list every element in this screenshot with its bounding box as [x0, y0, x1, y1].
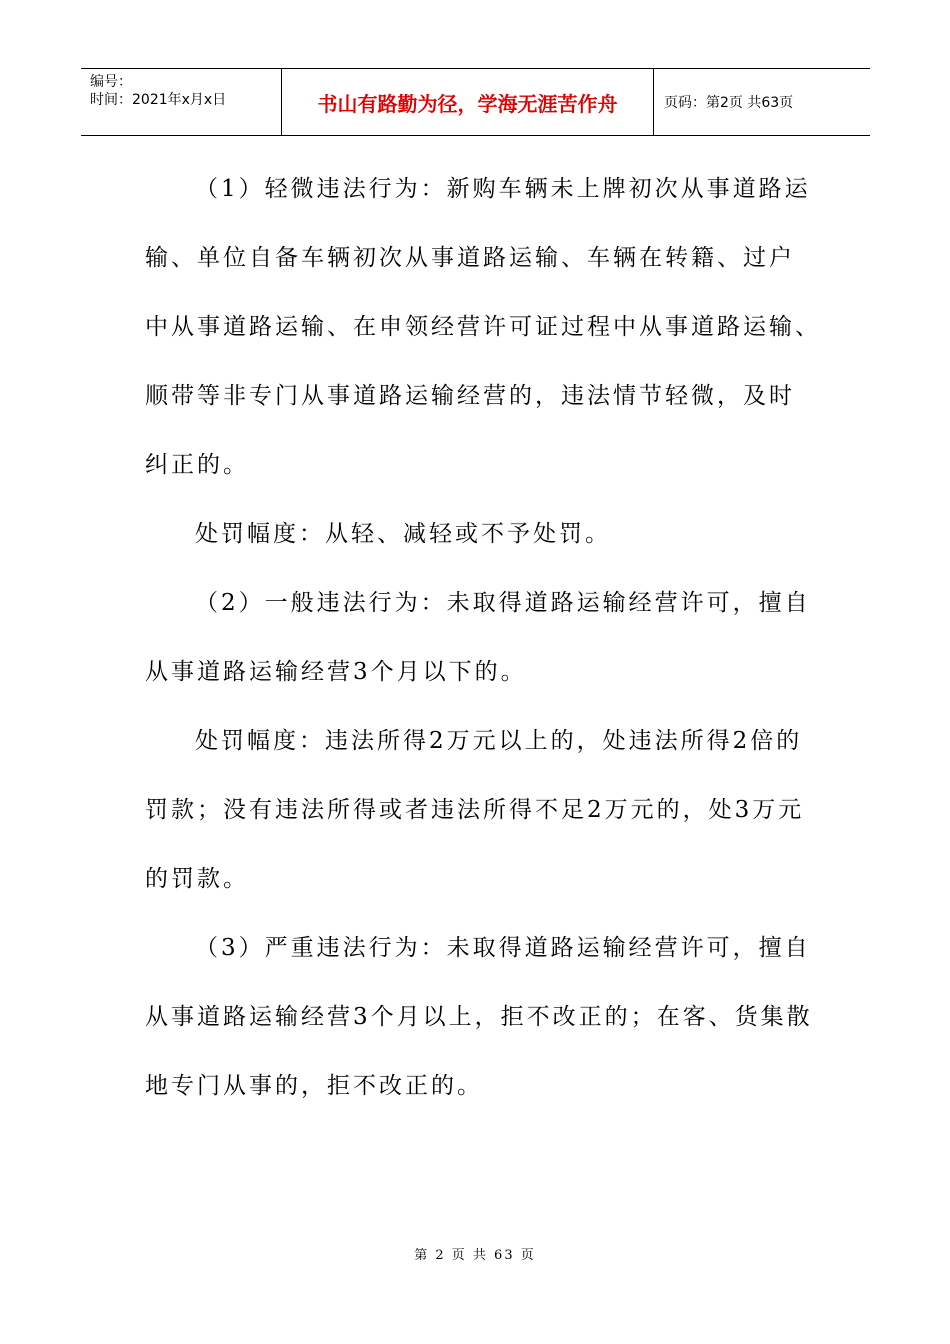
paragraph-minor-penalty [145, 500, 810, 569]
text-line: 中从事道路运输、在申领经营许可证过程中从事道路运输、 [145, 314, 821, 340]
page-code-text: 页码：第2页 共63页 [664, 95, 794, 111]
text-line: （2）一般违法行为：未取得道路运输经营许可，擅自 [195, 590, 811, 616]
text-line: 顺带等非专门从事道路运输经营的，违法情节轻微，及时 [145, 383, 795, 409]
text-line: 纠正的。 [145, 452, 249, 478]
header-motto: 书山有路勤为径，学海无涯苦作舟 [282, 69, 654, 135]
paragraph-serious-violation [145, 914, 813, 1121]
text-line: 输、单位自备车辆初次从事道路运输、车辆在转籍、过户 [145, 245, 795, 271]
text-line: 处罚幅度：违法所得2万元以上的，处违法所得2倍的 [195, 728, 803, 754]
document-time-label: 时间：2021年x月x日 [90, 92, 227, 108]
paragraph-general-violation [145, 569, 810, 707]
text-line: 处罚幅度：从轻、减轻或不予处罚。 [195, 521, 611, 547]
text-line: 地专门从事的，拒不改正的。 [145, 1073, 483, 1099]
document-body [145, 155, 821, 1121]
document-number-label: 编号： [90, 74, 132, 90]
header-page-code [654, 69, 870, 135]
paragraph-general-penalty [145, 707, 810, 914]
text-line: 的罚款。 [145, 866, 249, 892]
document-header [81, 68, 870, 136]
text-line: 从事道路运输经营3个月以上，拒不改正的；在客、货集散 [145, 1004, 813, 1030]
header-meta [81, 69, 282, 135]
paragraph-minor-violation [145, 155, 821, 500]
text-line: （1）轻微违法行为：新购车辆未上牌初次从事道路运 [195, 176, 811, 202]
text-line: 罚款；没有违法所得或者违法所得不足2万元的，处3万元 [145, 797, 805, 823]
text-line: （3）严重违法行为：未取得道路运输经营许可，擅自 [195, 935, 811, 961]
page-footer: 第 2 页 共 63 页 [414, 1248, 536, 1263]
text-line: 从事道路运输经营3个月以下的。 [145, 659, 527, 685]
